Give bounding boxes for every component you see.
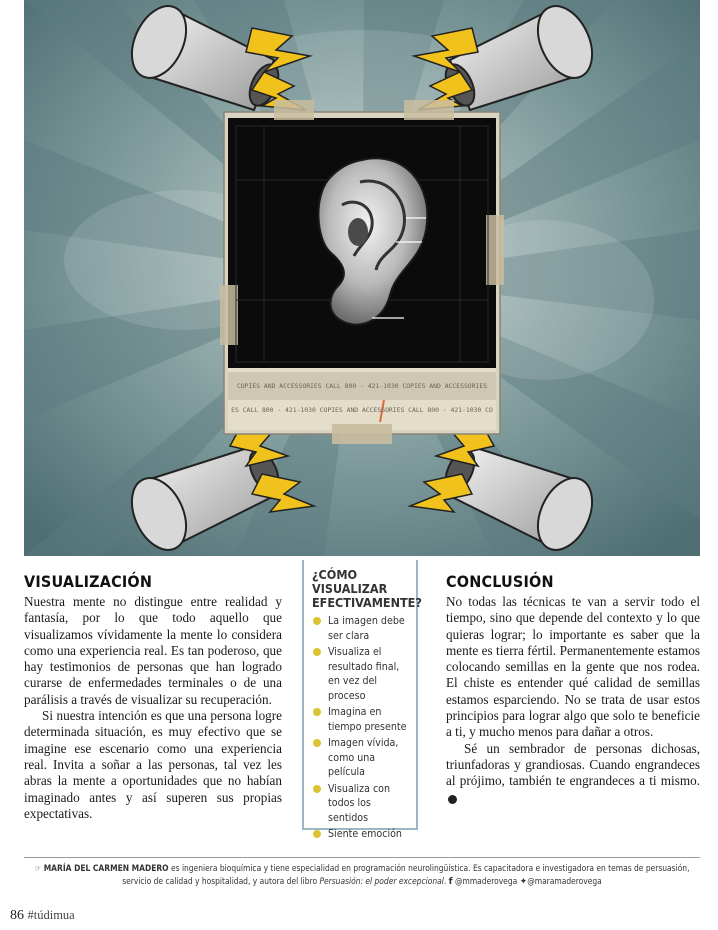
bio-divider <box>24 857 700 858</box>
pointing-hand-icon: ☞ <box>34 863 42 873</box>
twitter-handle[interactable]: @maramaderovega <box>527 876 602 886</box>
visualizacion-paragraph-2: Si nuestra intención es que una persona logre determinada situación, es muy efectivo que se imagine ese escenario como una experiencia real. Invita a soñar a las personas, tal vez les abras la mente a oportunidades que no habían imaginado antes y así superen sus propias expectativas. <box>24 708 282 821</box>
sidebar-item-text: Visualiza con todos los sentidos <box>328 782 391 824</box>
author-name: MARÍA DEL CARMEN MADERO <box>43 863 169 873</box>
bio-text-2: servicio de calidad y hospitalidad, y autora del libro <box>122 876 320 886</box>
como-visualizar-sidebar <box>302 560 422 840</box>
sidebar-item <box>312 827 410 842</box>
sidebar-list <box>312 614 410 842</box>
conclusion-paragraph-2 <box>446 741 700 806</box>
bio-text-3: . <box>443 876 449 886</box>
polaroid-caption-1: COPIES AND ACCESSORIES CALL 800 · 421-1030 COPIES AND ACCESSORIES <box>236 382 488 390</box>
magazine-hashtag: #túdimua <box>27 908 75 922</box>
facebook-handle[interactable]: @mmaderovega <box>454 876 518 886</box>
sidebar-item-text: Siente emoción <box>328 828 402 840</box>
page-number: 86 <box>10 908 24 923</box>
twitter-icon: ✦ <box>519 877 528 887</box>
conclusion-heading: CONCLUSIÓN <box>446 572 554 591</box>
conclusion-paragraph-1: No todas las técnicas te van a servir todo el tiempo, sino que depende del contexto y lo que quieras lograr; lo importante es saber que la mente es tierra fértil. Permanentemente estamos colocando semillas en la gente que nos rodea. El chiste es entender qué calidad de semillas estamos esparciendo. No se trata de usar estos principios para lograr algo que solo te beneficie a ti, y mucho menos para dañar a otros. <box>446 594 700 740</box>
bio-text-1: es ingeniera bioquímica y tiene especialidad en programación neurolingüística. Es capacitadora e investigadora en temas de persuasión, <box>168 863 690 873</box>
polaroid-caption-2: ES CALL 800 · 421-1030 COPIES AND ACCESSORIES CALL 800 · 421-1030 CO <box>231 406 493 414</box>
conclusion-body <box>446 594 700 806</box>
sidebar-item <box>312 645 410 703</box>
author-bio <box>24 862 700 889</box>
facebook-icon: f <box>448 877 453 887</box>
visualizacion-section <box>24 572 282 822</box>
sidebar-item <box>312 705 410 734</box>
conclusion-section <box>446 572 700 806</box>
conclusion-paragraph-2-text: Sé un sembrador de personas dichosas, triunfadoras y grandiosas. Cuando engrandeces al prójimo, también te engrandeces a ti mismo. <box>446 740 700 789</box>
visualizacion-paragraph-1: Nuestra mente no distingue entre realidad y fantasía, por lo que todo aquello que visualizamos vívidamente la mente lo considera como una experiencia real. Es tan poderoso, que hay testimonios de personas que han logrado curarse de enfermedades terminales o de una parálisis a través de visualizar su recuperación. <box>24 594 282 707</box>
bullet-dot-icon <box>313 617 321 625</box>
sidebar-item-text: Imagen vívida, como una película <box>328 737 399 778</box>
visualizacion-body <box>24 594 282 822</box>
bullet-dot-icon <box>313 648 321 656</box>
visualizacion-heading: VISUALIZACIÓN <box>24 572 153 591</box>
bullet-dot-icon <box>313 708 321 716</box>
end-of-article-icon: TÚ <box>448 795 457 804</box>
ear-megaphones-illustration <box>24 0 700 556</box>
sidebar-item-text: La imagen debe ser clara <box>328 615 405 642</box>
bullet-dot-icon <box>313 830 321 838</box>
sidebar-title: ¿CÓMO VISUALIZAR EFECTIVAMENTE? <box>312 567 422 610</box>
page-folio <box>10 908 75 924</box>
sidebar-item <box>312 736 410 780</box>
sidebar-item-text: Visualiza el resultado final, en vez del proceso <box>328 646 400 702</box>
sidebar-item <box>312 782 410 826</box>
sidebar-item-text: Imagina en tiempo presente <box>328 706 407 733</box>
sidebar-item <box>312 614 410 643</box>
bullet-dot-icon <box>313 785 321 793</box>
bullet-dot-icon <box>313 739 321 747</box>
book-title: Persuasión: el poder excepcional <box>319 876 444 886</box>
